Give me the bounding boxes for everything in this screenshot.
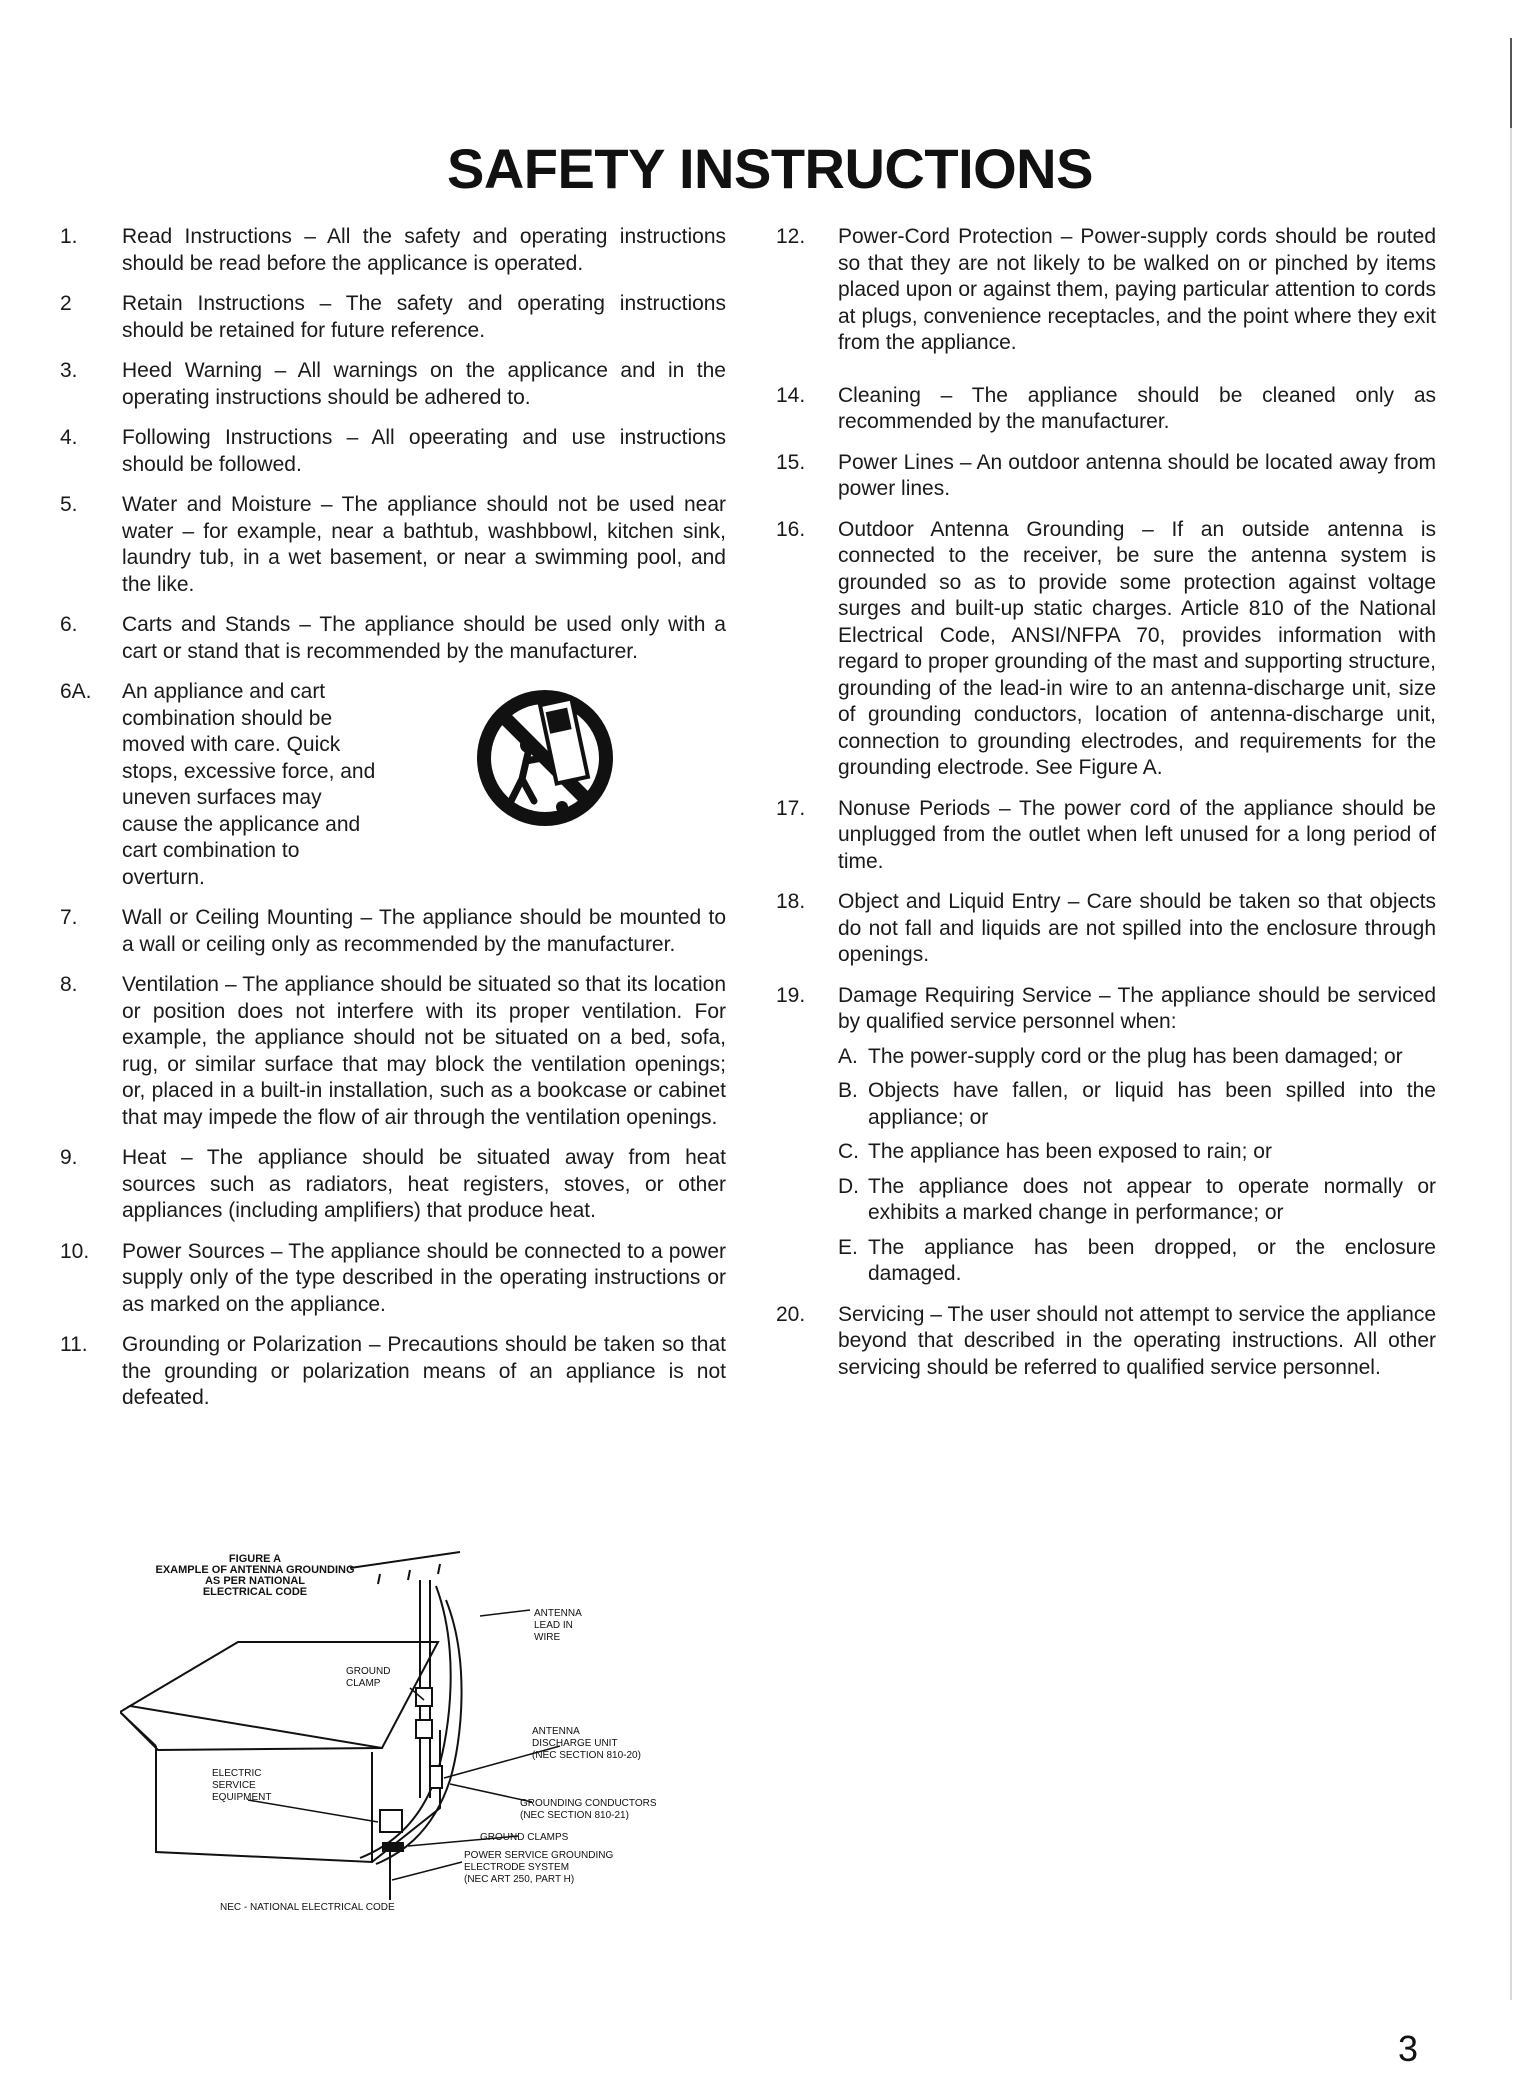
sub-item	[838, 1078, 1436, 1131]
label-electric-service: SERVICE	[212, 1780, 256, 1791]
item-text: Water and Moisture – The appliance should not be used near water – for example, near a bathtub, washbbowl, kitchen sink, laundry tub, in a wet basement, or near a swimming pool, and the like.	[122, 493, 726, 596]
item-text: Read Instructions – All the safety and operating instructions should be read before the applicance is operated.	[122, 225, 726, 275]
item-number: 6A.	[60, 680, 92, 703]
sub-item-text: Objects have fallen, or liquid has been spilled into the appliance; or	[868, 1079, 1436, 1129]
item-number: 5.	[60, 493, 78, 516]
sub-item-letter: B.	[838, 1079, 858, 1102]
antenna-grounding-figure	[120, 1540, 700, 1920]
item-number: 7.	[60, 906, 78, 929]
ground-clamps-block	[382, 1842, 404, 1852]
item-number: 3.	[60, 359, 78, 382]
item-text: Grounding or Polarization – Precautions should be taken so that the grounding or polarization means of an appliance is not defeated.	[122, 1333, 726, 1409]
label-power-service: ELECTRODE SYSTEM	[464, 1862, 570, 1873]
sub-item-text: The appliance has been exposed to rain; or	[868, 1140, 1272, 1163]
item-text: Carts and Stands – The appliance should be used only with a cart or stand that is recommended by the manufacturer.	[122, 613, 726, 663]
sub-item	[838, 1139, 1436, 1166]
sub-item-text: The power-supply cord or the plug has been damaged; or	[868, 1044, 1403, 1068]
label-grounding-conductors: (NEC SECTION 810-21)	[520, 1810, 629, 1821]
right-margin-rule	[1510, 40, 1512, 2000]
item-number: 14.	[776, 383, 806, 407]
item-text: Heat – The appliance should be situated away from heat sources such as radiators, heat registers, stoves, or other appliances (including amplifiers) that produce heat.	[122, 1146, 726, 1222]
right-column	[776, 224, 1436, 1395]
figure-title-line: AS PER NATIONAL	[204, 1575, 306, 1587]
item-number: 11.	[60, 1333, 88, 1356]
right-margin-rule-top	[1510, 38, 1512, 128]
instruction-item	[60, 425, 726, 478]
item-text-wrap	[122, 679, 726, 891]
sub-item-text: The appliance has been dropped, or the enclosure damaged.	[868, 1235, 1436, 1285]
label-grounding-conductors: GROUNDING CONDUCTORS	[520, 1798, 657, 1809]
item-text: Heed Warning – All warnings on the applicance and in the operating instructions should be adhered to.	[122, 359, 726, 409]
instruction-item	[776, 517, 1436, 782]
item-number: 16.	[776, 517, 806, 541]
item-text: Nonuse Periods – The power cord of the appliance should be unplugged from the outlet when left unused for a long period of time.	[838, 796, 1436, 873]
ground-clamp-box	[416, 1688, 432, 1706]
instruction-item	[60, 972, 726, 1131]
sub-item-letter: C.	[838, 1140, 859, 1163]
item-text: Cleaning – The appliance should be cleaned only as recommended by the manufacturer.	[838, 383, 1436, 433]
sub-item-text: The appliance does not appear to operate normally or exhibits a marked change in performance; or	[868, 1174, 1436, 1224]
instruction-item	[60, 291, 726, 344]
sub-item-letter: A.	[838, 1044, 858, 1068]
item-number: 4.	[60, 426, 78, 449]
item-text: Power Lines – An outdoor antenna should be located away from power lines.	[838, 450, 1436, 500]
item-number: 15.	[776, 450, 806, 474]
item-number: 20.	[776, 1302, 806, 1326]
instruction-item	[776, 1302, 1436, 1382]
item-number: 17.	[776, 796, 806, 820]
instruction-item	[60, 1145, 726, 1225]
item-number: 10.	[60, 1239, 90, 1263]
label-power-service: (NEC ART 250, PART H)	[464, 1874, 575, 1885]
instruction-item	[776, 450, 1436, 503]
instruction-item	[60, 358, 726, 411]
figure-title-line: FIGURE A	[228, 1553, 282, 1565]
item-text: Servicing – The user should not attempt to service the appliance beyond that described in the operating instructions. All other servicing should be referred to qualified service personnel.	[838, 1302, 1436, 1379]
item-text: Outdoor Antenna Grounding – If an outside antenna is connected to the receiver, be sure the antenna system is grounded so as to provide some protection against voltage surges and built-up static charges. Article 810 of the National Electrical Code, ANSI/NFPA 70, provides information with regard to proper grounding of the mast and supporting structure, grounding of the lead-in wire to an antenna-discharge unit, size of grounding conductors, location of antenna-discharge unit, connection to grounding electrodes, and requirements for the grounding electrode. See Figure A.	[838, 517, 1436, 779]
instruction-item	[776, 224, 1436, 357]
page-title: SAFETY INSTRUCTIONS	[447, 137, 1093, 200]
instruction-item	[60, 612, 726, 665]
item-number: 6.	[60, 613, 78, 636]
instruction-item	[776, 983, 1436, 1288]
page-number: 3	[1398, 2028, 1419, 2069]
instruction-item	[776, 796, 1436, 876]
sub-item	[838, 1235, 1436, 1288]
figure-title-line: ELECTRICAL CODE	[202, 1586, 308, 1598]
item-number: 19.	[776, 983, 806, 1007]
item-text: Power Sources – The appliance should be connected to a power supply only of the type described in the operating instructions or as marked on the appliance.	[122, 1239, 726, 1316]
sub-item-letter: E.	[838, 1235, 858, 1259]
item-number: 12.	[776, 225, 806, 248]
ground-clamp-box	[416, 1720, 432, 1738]
label-electric-service: ELECTRIC	[212, 1768, 262, 1779]
label-nec-note: NEC - NATIONAL ELECTRICAL CODE	[220, 1902, 395, 1913]
item-text: Wall or Ceiling Mounting – The appliance should be mounted to a wall or ceiling only as recommended by the manufacturer.	[122, 906, 726, 956]
item-text: Power-Cord Protection – Power-supply cords should be routed so that they are not likely to be walked on or pinched by items placed upon or against them, paying particular attention to cords at plugs, convenience receptacles, and the point where they exit from the appliance.	[838, 225, 1436, 354]
label-antenna-lead: LEAD IN	[534, 1620, 573, 1631]
item-number: 8.	[60, 973, 78, 996]
label-electric-service: EQUIPMENT	[212, 1792, 272, 1803]
instruction-item	[60, 1332, 726, 1412]
label-antenna-lead: WIRE	[534, 1632, 561, 1643]
service-equipment-box	[380, 1810, 402, 1832]
sub-item	[838, 1174, 1436, 1227]
cart-tipover-warning-icon	[470, 683, 620, 891]
item-text: Object and Liquid Entry – Care should be taken so that objects do not fall and liquids are not spilled into the enclosure through openings.	[838, 890, 1436, 966]
label-power-service: POWER SERVICE GROUNDING	[464, 1850, 614, 1861]
label-discharge-unit: (NEC SECTION 810-20)	[532, 1750, 641, 1761]
item-text: Retain Instructions – The safety and operating instructions should be retained for future reference.	[122, 292, 726, 342]
instruction-item	[60, 224, 726, 277]
instruction-item	[60, 1239, 726, 1319]
item-text-wrap	[838, 983, 1436, 1288]
instruction-item	[60, 492, 726, 598]
instruction-item	[60, 679, 726, 891]
item-text: Ventilation – The appliance should be situated so that its location or position does not interfere with its proper ventilation. For example, the appliance should not be situated on a bed, sofa, rug, or similar surface that may block the ventilation openings; or, placed in a built-in installation, such as a bookcase or cabinet that may impede the flow of air through the ventilation openings.	[122, 973, 726, 1129]
label-ground-clamps: GROUND CLAMPS	[480, 1832, 569, 1843]
sub-item-letter: D.	[838, 1174, 859, 1198]
left-column	[60, 224, 726, 1426]
item-text: An appliance and cart combination should be moved with care. Quick stops, excessive force, and uneven surfaces may cause the applicance and cart combination to overturn.	[122, 680, 376, 889]
label-discharge-unit: ANTENNA	[532, 1726, 580, 1737]
item-text: Following Instructions – All opeerating and use instructions should be followed.	[122, 426, 726, 476]
item-text: Damage Requiring Service – The appliance should be serviced by qualified service personnel when:	[838, 983, 1436, 1033]
discharge-unit-box	[430, 1766, 442, 1788]
antenna-grounding-diagram	[120, 1540, 700, 1920]
label-discharge-unit: DISCHARGE UNIT	[532, 1738, 618, 1749]
label-ground-clamp: GROUND	[346, 1666, 391, 1677]
sub-item	[838, 1044, 1436, 1071]
item-number: 1.	[60, 225, 78, 248]
item-number: 18.	[776, 890, 806, 913]
item-number: 9.	[60, 1146, 78, 1169]
label-antenna-lead: ANTENNA	[534, 1608, 582, 1619]
figure-title-line: EXAMPLE OF ANTENNA GROUNDING	[155, 1564, 355, 1576]
instruction-item	[776, 889, 1436, 969]
instruction-item	[60, 905, 726, 958]
item-number: 2	[60, 292, 72, 315]
instruction-item	[776, 383, 1436, 436]
label-ground-clamp: CLAMP	[346, 1678, 381, 1689]
antenna-mast	[350, 1552, 462, 1864]
